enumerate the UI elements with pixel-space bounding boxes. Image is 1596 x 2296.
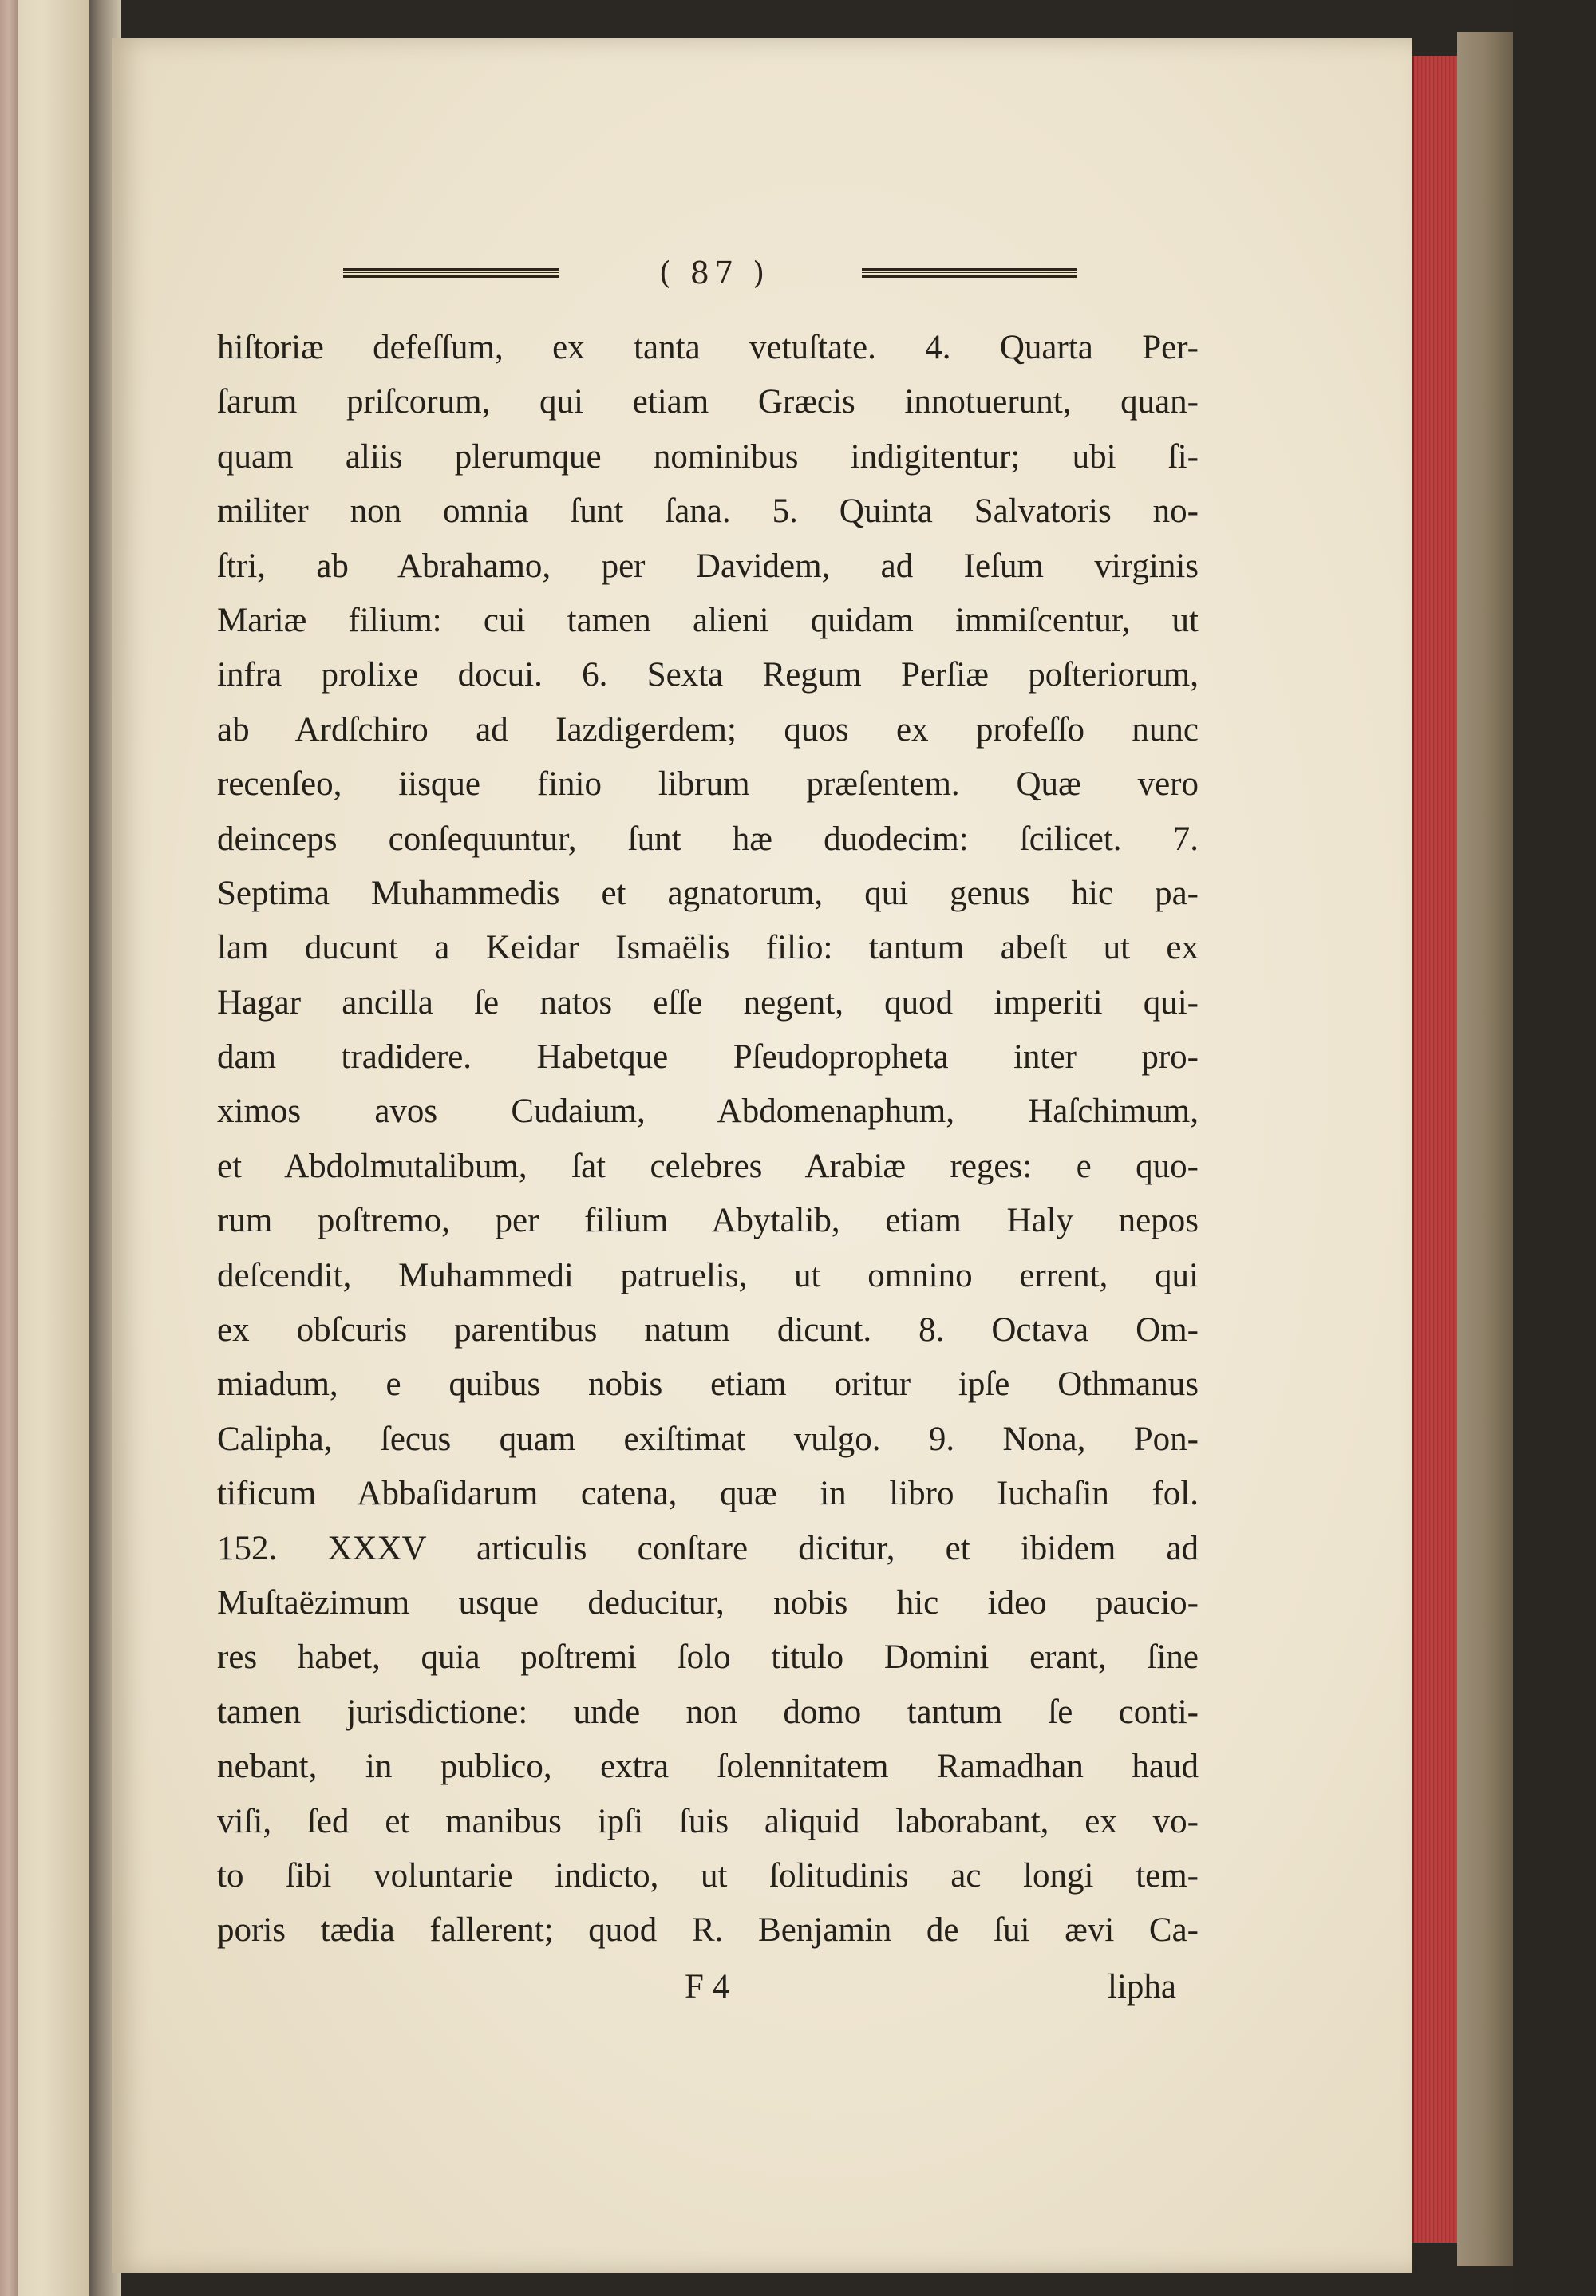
background-right: [1513, 0, 1596, 2296]
text-line: lam ducunt a Keidar Ismaëlis filio: tantum abeſt ut ex: [217, 929, 1199, 967]
text-line: rum poſtremo, per filium Abytalib, etiam Haly nepos: [217, 1202, 1199, 1240]
text-line: ſtri, ab Abrahamo, per Davidem, ad Ieſum virginis: [217, 547, 1199, 585]
left-cover-edge: [0, 0, 18, 2296]
text-line: poris tædia fallerent; quod R. Benjamin de ſui ævi Ca-: [217, 1911, 1199, 1950]
text-line: Septima Muhammedis et agnatorum, qui genus hic pa-: [217, 874, 1199, 912]
catchword: lipha: [1108, 1967, 1176, 2006]
text-line: res habet, quia poſtremi ſolo titulo Domini erant, ſine: [217, 1638, 1199, 1677]
text-line: infra prolixe docui. 6. Sexta Regum Perſiæ poſteriorum,: [217, 656, 1199, 694]
signature-mark: F 4: [685, 1967, 730, 2006]
header-rule-right: [862, 268, 1077, 278]
text-line: 152. XXXV articulis conſtare dicitur, et ibidem ad: [217, 1529, 1199, 1567]
text-line: et Abdolmutalibum, ſat celebres Arabiæ reges: e quo-: [217, 1147, 1199, 1185]
text-line: Calipha, ſecus quam exiſtimat vulgo. 9. Nona, Pon-: [217, 1420, 1199, 1458]
page-number: ( 87 ): [658, 255, 770, 290]
text-line: miadum, e quibus nobis etiam oritur ipſe Othmanus: [217, 1365, 1199, 1404]
board-cover: [1457, 32, 1513, 2266]
running-header: [343, 254, 1077, 294]
text-line: tificum Abbaſidarum catena, quæ in libro Iuchaſin fol.: [217, 1475, 1199, 1513]
text-line: Muſtaëzimum usque deducitur, nobis hic ideo paucio-: [217, 1583, 1199, 1622]
text-line: deinceps conſequuntur, ſunt hæ duodecim: ſcilicet. 7.: [217, 820, 1199, 858]
text-line: ex obſcuris parentibus natum dicunt. 8. Octava Om-: [217, 1311, 1199, 1350]
text-line: deſcendit, Muhammedi patruelis, ut omnino errent, qui: [217, 1256, 1199, 1294]
text-line: recenſeo, iisque finio librum præſentem. Quæ vero: [217, 765, 1199, 804]
text-line: nebant, in publico, extra ſolennitatem Ramadhan haud: [217, 1748, 1199, 1786]
text-line: ab Ardſchiro ad Iazdigerdem; quos ex profeſſo nunc: [217, 710, 1199, 749]
body-text: [217, 321, 1199, 1958]
text-line: ximos avos Cudaium, Abdomenaphum, Haſchimum,: [217, 1093, 1199, 1131]
header-rule-left: [343, 268, 559, 278]
text-line: Hagar ancilla ſe natos eſſe negent, quod imperiti qui-: [217, 983, 1199, 1022]
text-line: dam tradidere. Habetque Pſeudopropheta inter pro-: [217, 1038, 1199, 1077]
text-line: Mariæ filium: cui tamen alieni quidam immiſcentur, ut: [217, 601, 1199, 639]
text-line: hiſtoriæ defeſſum, ex tanta vetuſtate. 4. Quarta Per-: [217, 329, 1199, 366]
red-page-edge: [1412, 56, 1459, 2243]
text-line: quam aliis plerumque nominibus indigitentur; ubi ſi-: [217, 437, 1199, 476]
text-line: tamen jurisdictione: unde non domo tantum ſe conti-: [217, 1693, 1199, 1731]
text-line: viſi, ſed et manibus ipſi ſuis aliquid laborabant, ex vo-: [217, 1802, 1199, 1840]
text-line: ſarum priſcorum, qui etiam Græcis innotuerunt, quan-: [217, 383, 1199, 421]
text-line: militer non omnia ſunt ſana. 5. Quinta Salvatoris no-: [217, 492, 1199, 531]
text-line: to ſibi voluntarie indicto, ut ſolitudinis ac longi tem-: [217, 1856, 1199, 1895]
